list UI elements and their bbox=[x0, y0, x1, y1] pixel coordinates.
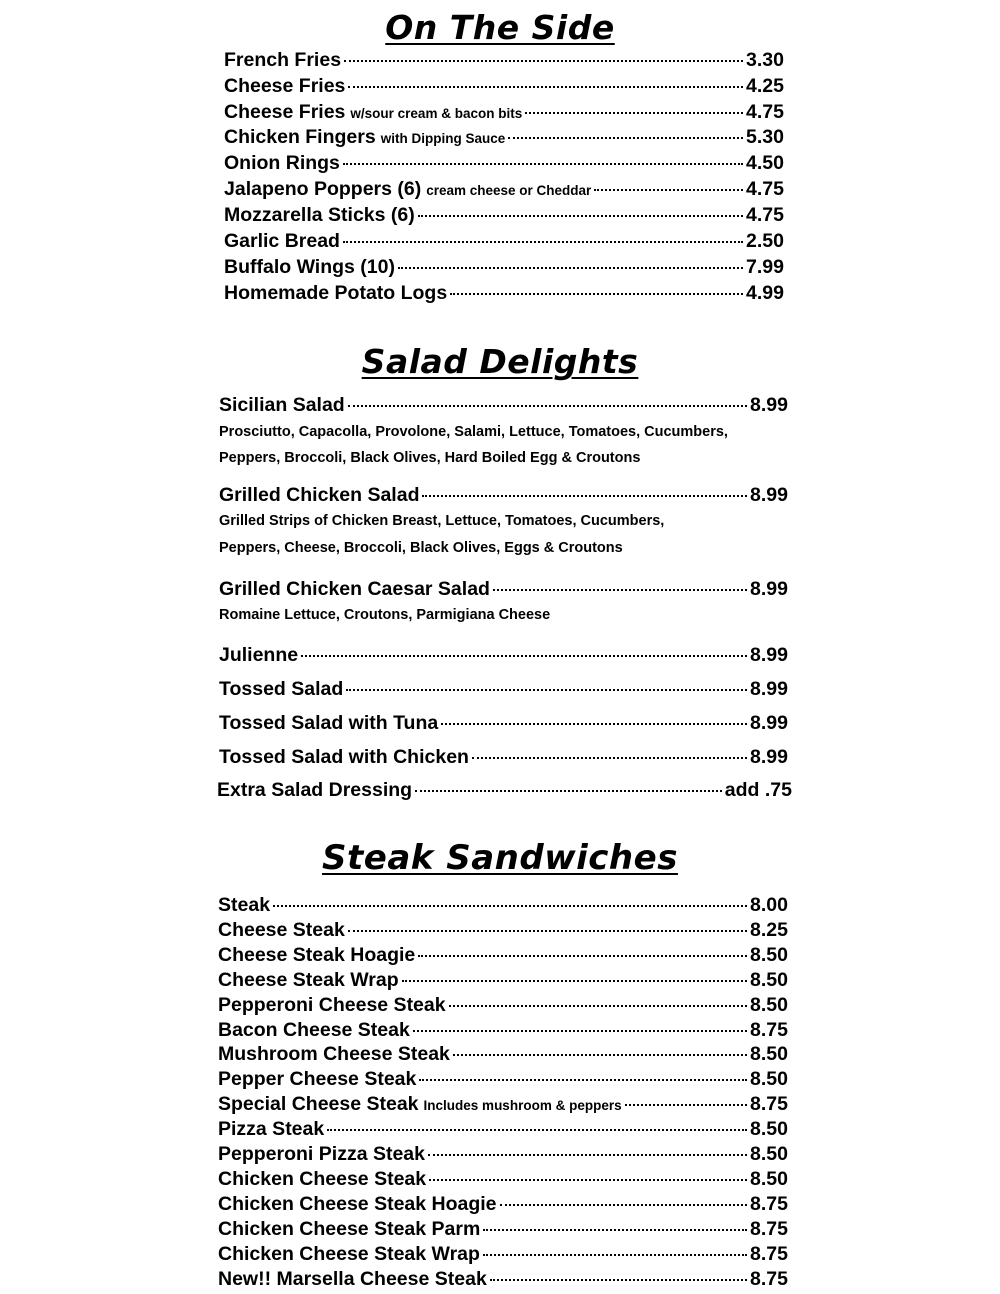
menu-item-row bbox=[224, 151, 784, 176]
menu-item-row bbox=[224, 177, 784, 202]
menu-item-name: Onion Rings bbox=[224, 152, 340, 174]
dot-leader bbox=[449, 1005, 747, 1007]
menu-item-row bbox=[218, 893, 788, 918]
menu-item-row bbox=[218, 1092, 788, 1117]
dot-leader bbox=[418, 215, 743, 217]
menu-item-row bbox=[218, 1018, 788, 1043]
menu-item-price: 8.50 bbox=[750, 1118, 788, 1141]
menu-item-name: Bacon Cheese Steak bbox=[218, 1018, 410, 1041]
menu-item-note: with Dipping Sauce bbox=[380, 131, 506, 146]
dot-leader bbox=[413, 1030, 747, 1032]
menu-item-price: 8.75 bbox=[750, 1093, 788, 1116]
menu-item-name: Chicken Cheese Steak Hoagie bbox=[218, 1192, 497, 1215]
menu-item-name: Cheese Steak Hoagie bbox=[218, 943, 416, 966]
menu-item-price: 2.50 bbox=[746, 230, 784, 252]
dot-leader bbox=[348, 930, 747, 932]
menu-item-description: Peppers, Cheese, Broccoli, Black Olives, Eggs & Croutons bbox=[219, 540, 623, 556]
menu-item-price: 4.25 bbox=[746, 75, 784, 97]
menu-item-name: Pizza Steak bbox=[218, 1118, 325, 1141]
menu-item-price: 8.99 bbox=[750, 746, 788, 768]
dot-leader bbox=[450, 293, 743, 295]
section-title-salad-delights: Salad Delights bbox=[361, 342, 639, 381]
dot-leader bbox=[419, 1079, 747, 1081]
menu-item-row bbox=[224, 100, 784, 125]
menu-item-name: Cheese Fries bbox=[224, 101, 346, 123]
menu-item-price: 4.75 bbox=[746, 178, 784, 200]
menu-item-row bbox=[218, 1217, 788, 1242]
menu-item-price: 5.30 bbox=[746, 126, 784, 148]
menu-item-row bbox=[219, 745, 788, 770]
menu-item-row bbox=[219, 483, 788, 508]
menu-item-note: Includes mushroom & peppers bbox=[423, 1098, 622, 1114]
dot-leader bbox=[625, 1104, 747, 1106]
dot-leader bbox=[472, 757, 747, 759]
menu-item-row bbox=[218, 993, 788, 1018]
menu-item-price: 8.50 bbox=[750, 943, 788, 966]
menu-item-price: 8.99 bbox=[750, 678, 788, 700]
menu-item-note: cream cheese or Cheddar bbox=[426, 183, 592, 198]
menu-item-note: w/sour cream & bacon bits bbox=[350, 106, 523, 121]
menu-item-row bbox=[217, 778, 792, 803]
dot-leader bbox=[348, 405, 747, 407]
dot-leader bbox=[398, 267, 743, 269]
menu-item-price: 8.50 bbox=[750, 1167, 788, 1190]
menu-item-row bbox=[218, 1142, 788, 1167]
menu-item-name: Cheese Steak Wrap bbox=[218, 968, 399, 991]
menu-item-price: 8.75 bbox=[750, 1217, 788, 1240]
menu-item-name: Grilled Chicken Salad bbox=[219, 484, 420, 506]
menu-item-price: 4.99 bbox=[746, 282, 784, 304]
menu-item-name: Pepperoni Pizza Steak bbox=[218, 1143, 425, 1165]
dot-leader bbox=[525, 112, 743, 114]
menu-item-name: Chicken Cheese Steak bbox=[218, 1167, 427, 1190]
menu-item-price: 8.50 bbox=[750, 1068, 788, 1091]
menu-item-description: Grilled Strips of Chicken Breast, Lettuce, Tomatoes, Cucumbers, bbox=[219, 513, 665, 529]
menu-item-name: Extra Salad Dressing bbox=[217, 779, 413, 801]
menu-item-price: 8.25 bbox=[750, 918, 788, 941]
menu-item-row bbox=[218, 943, 788, 968]
menu-item-row bbox=[219, 711, 788, 736]
menu-page bbox=[200, 0, 800, 1294]
menu-item-row bbox=[218, 1192, 788, 1217]
menu-item-row bbox=[218, 918, 788, 943]
menu-item-name: Tossed Salad bbox=[219, 678, 344, 700]
dot-leader bbox=[500, 1204, 748, 1206]
menu-item-name: Buffalo Wings (10) bbox=[224, 256, 395, 278]
menu-item-name: Tossed Salad with Tuna bbox=[219, 712, 439, 734]
menu-item-row bbox=[219, 393, 788, 418]
menu-item-row bbox=[219, 577, 788, 602]
dot-leader bbox=[346, 689, 747, 691]
dot-leader bbox=[441, 723, 747, 725]
menu-item-price: 8.99 bbox=[750, 484, 788, 506]
menu-item-name: Special Cheese Steak bbox=[218, 1093, 419, 1116]
dot-leader bbox=[483, 1254, 747, 1256]
dot-leader bbox=[415, 790, 722, 792]
menu-item-price: 8.99 bbox=[750, 644, 788, 666]
menu-item-row bbox=[218, 1267, 788, 1292]
menu-item-name: Garlic Bread bbox=[224, 230, 340, 252]
menu-item-row bbox=[218, 968, 788, 993]
menu-item-name: New!! Marsella Cheese Steak bbox=[218, 1267, 487, 1290]
menu-item-name: Cheese Fries bbox=[224, 75, 346, 97]
menu-item-row bbox=[218, 1242, 788, 1267]
menu-item-name: French Fries bbox=[224, 49, 342, 71]
menu-item-row bbox=[218, 1117, 788, 1142]
dot-leader bbox=[273, 905, 747, 907]
dot-leader bbox=[402, 980, 747, 982]
menu-item-name: Jalapeno Poppers (6) bbox=[224, 178, 422, 200]
menu-item-description: Prosciutto, Capacolla, Provolone, Salami, Lettuce, Tomatoes, Cucumbers, bbox=[219, 424, 728, 440]
menu-item-name: Mozzarella Sticks (6) bbox=[224, 204, 415, 226]
section-title-steak-sandwiches: Steak Sandwiches bbox=[322, 838, 678, 878]
menu-item-row bbox=[224, 203, 784, 228]
menu-item-row bbox=[224, 74, 784, 99]
menu-item-price: 8.00 bbox=[750, 894, 788, 916]
menu-item-name: Julienne bbox=[219, 644, 299, 666]
dot-leader bbox=[490, 1279, 747, 1281]
dot-leader bbox=[429, 1179, 747, 1181]
dot-leader bbox=[508, 137, 743, 139]
menu-item-description: Romaine Lettuce, Croutons, Parmigiana Cheese bbox=[219, 607, 551, 623]
menu-item-row bbox=[224, 281, 784, 306]
menu-item-row bbox=[218, 1167, 788, 1192]
dot-leader bbox=[327, 1129, 747, 1131]
section-title-on-the-side: On The Side bbox=[385, 8, 615, 47]
menu-item-price: 3.30 bbox=[746, 49, 784, 71]
menu-item-name: Chicken Cheese Steak Wrap bbox=[218, 1242, 480, 1265]
menu-item-name: Cheese Steak bbox=[218, 918, 345, 941]
menu-item-row bbox=[224, 125, 784, 150]
dot-leader bbox=[453, 1054, 747, 1056]
dot-leader bbox=[343, 163, 743, 165]
menu-item-price: add .75 bbox=[724, 779, 792, 801]
dot-leader bbox=[594, 189, 743, 191]
dot-leader bbox=[418, 955, 747, 957]
menu-item-price: 8.99 bbox=[750, 712, 788, 734]
menu-item-row bbox=[224, 255, 784, 280]
menu-item-price: 4.50 bbox=[746, 152, 784, 174]
menu-item-price: 8.50 bbox=[750, 1143, 788, 1165]
dot-leader bbox=[343, 241, 743, 243]
dot-leader bbox=[301, 655, 747, 657]
menu-item-row bbox=[224, 48, 784, 73]
menu-item-price: 8.50 bbox=[750, 993, 788, 1016]
menu-item-price: 4.75 bbox=[746, 204, 784, 226]
menu-item-name: Pepperoni Cheese Steak bbox=[218, 993, 446, 1016]
menu-item-description: Peppers, Broccoli, Black Olives, Hard Boiled Egg & Croutons bbox=[219, 450, 641, 466]
menu-item-row bbox=[219, 677, 788, 702]
dot-leader bbox=[493, 589, 747, 591]
menu-item-row bbox=[224, 229, 784, 254]
menu-item-price: 8.99 bbox=[750, 578, 788, 600]
menu-item-row bbox=[218, 1042, 788, 1067]
menu-item-name: Sicilian Salad bbox=[219, 394, 345, 416]
menu-item-name: Steak bbox=[218, 894, 271, 916]
menu-item-price: 8.75 bbox=[750, 1267, 788, 1290]
menu-item-price: 8.75 bbox=[750, 1018, 788, 1041]
menu-item-price: 4.75 bbox=[746, 101, 784, 123]
dot-leader bbox=[344, 60, 743, 62]
menu-item-name: Tossed Salad with Chicken bbox=[219, 746, 469, 768]
menu-item-price: 8.75 bbox=[750, 1192, 788, 1215]
dot-leader bbox=[422, 495, 747, 497]
menu-item-name: Homemade Potato Logs bbox=[224, 282, 448, 304]
menu-item-name: Grilled Chicken Caesar Salad bbox=[219, 578, 490, 600]
menu-item-price: 8.50 bbox=[750, 968, 788, 991]
menu-item-price: 8.75 bbox=[750, 1242, 788, 1265]
dot-leader bbox=[348, 86, 743, 88]
menu-item-price: 8.50 bbox=[750, 1043, 788, 1066]
dot-leader bbox=[428, 1154, 747, 1156]
menu-item-name: Pepper Cheese Steak bbox=[218, 1068, 417, 1091]
menu-item-name: Chicken Cheese Steak Parm bbox=[218, 1217, 481, 1240]
menu-item-row bbox=[218, 1067, 788, 1092]
menu-item-price: 7.99 bbox=[746, 256, 784, 278]
menu-item-price: 8.99 bbox=[750, 394, 788, 416]
menu-item-name: Mushroom Cheese Steak bbox=[218, 1043, 450, 1066]
menu-item-row bbox=[219, 643, 788, 668]
menu-item-name: Chicken Fingers bbox=[224, 126, 376, 148]
dot-leader bbox=[483, 1229, 747, 1231]
